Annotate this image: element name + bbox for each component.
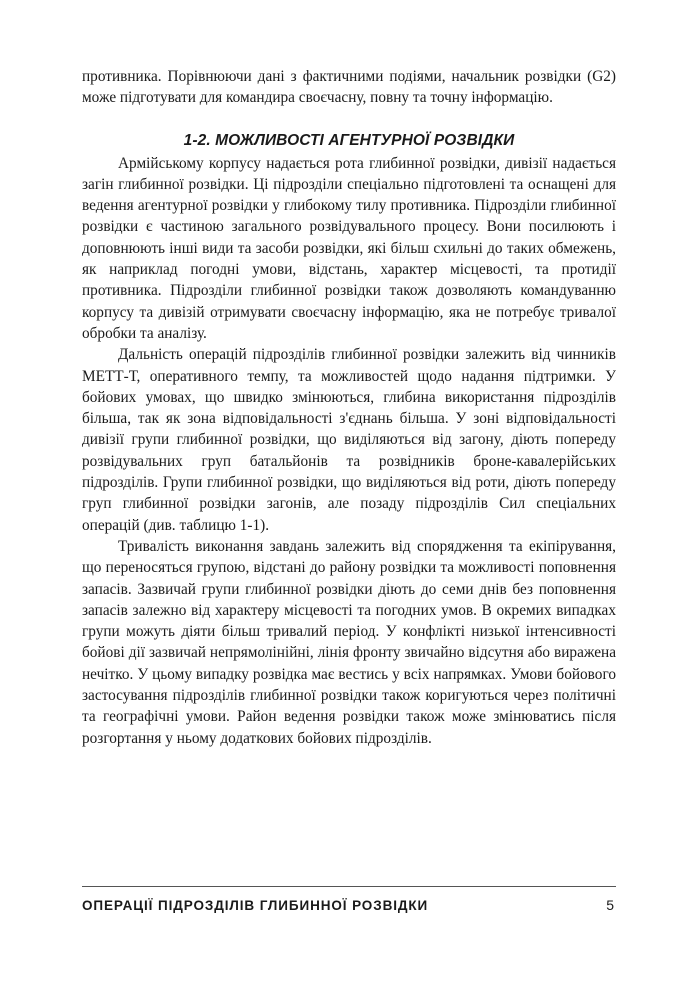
- page-footer: [82, 894, 616, 916]
- footer-title: ОПЕРАЦІЇ ПІДРОЗДІЛІВ ГЛИБИННОЇ РОЗВІДКИ: [82, 897, 429, 913]
- body-paragraph: Дальність операцій підрозділів глибинної розвідки залежить від чинників МЕТТ-Т, оперативного темпу, та можливостей щодо надання підтримки. У бойових умовах, що швидко змінюються, глибина використання підрозділів більша, так як зона відповідальності з'єднань більша. У зоні відповідальності дивізії групи глибинної розвідки, що виділяються від загону, діють попереду розвідувальних груп батальйонів та розвідників броне-кавалерійських підрозділів. Групи глибинної розвідки, що виділяються від роти, діють попереду груп глибинної розвідки загонів, але позаду підрозділів Сил спеціальних операцій (див. таблицю 1-1).: [82, 346, 616, 534]
- page-number: 5: [606, 897, 614, 913]
- section-heading: 1-2. МОЖЛИВОСТІ АГЕНТУРНОЇ РОЗВІДКИ: [183, 131, 515, 149]
- intro-paragraph: противника. Порівнюючи дані з фактичними подіями, начальник розвідки (G2) може підготувати для командира своєчасну, повну та точну інформацію.: [82, 68, 616, 107]
- page-body: [82, 66, 616, 749]
- body-paragraph: Армійському корпусу надається рота глибинної розвідки, дивізії надається загін глибинної розвідки. Ці підрозділи спеціально підготовлені та оснащені для ведення агентурної розвідки у глибокому тилу противника. Підрозділи глибинної розвідки є частиною загального розвідувального процесу. Вони посилюють і доповнюють інші види та засоби розвідки, які більш схильні до таких обмежень, як наприклад погодні умови, відстань, характер місцевості, та протидії противника. Підрозділи глибинної розвідки також дозволяють командуванню корпусу та дивізій отримувати своєчасну інформацію, яка не потребує тривалої обробки та аналізу.: [82, 154, 616, 342]
- footer-divider: [82, 886, 616, 887]
- body-paragraph: Тривалість виконання завдань залежить від спорядження та екіпірування, що переносяться групою, відстані до району розвідки та можливості поповнення запасів. Зазвичай групи глибинної розвідки діють до семи днів без поповнення запасів залежно від характеру місцевості та погодних умов. В окремих випадках групи можуть діяти більш тривалий період. У конфлікті низької інтенсивності бойові дії зазвичай непрямолінійні, лінія фронту звичайно відсутня або виражена нечітко. У цьому випадку розвідка має вестись у всіх напрямках. Умови бойового застосування підрозділів глибинної розвідки також коригуються через політичні та географічні умови. Район ведення розвідки також може змінюватись після розгортання у ньому додаткових бойових підрозділів.: [82, 537, 616, 747]
